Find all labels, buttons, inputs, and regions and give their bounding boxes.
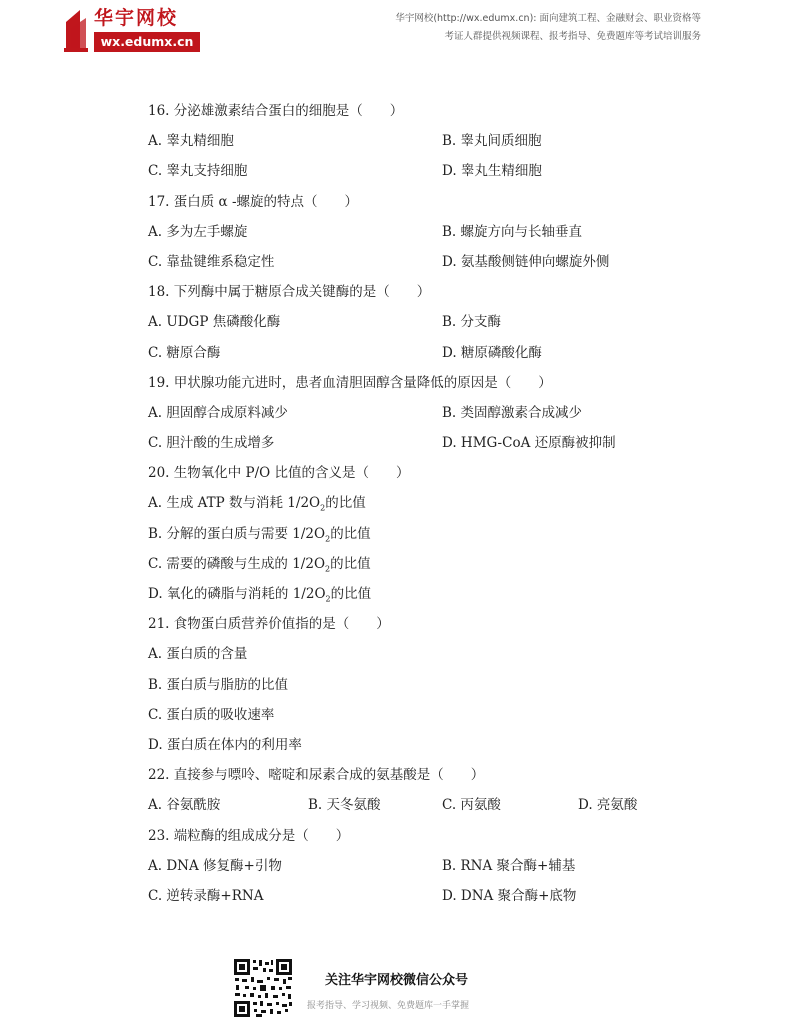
option-a: A. DNA 修复酶+引物 <box>148 857 282 874</box>
question-list <box>148 96 708 911</box>
logo-flag-icon <box>62 8 90 52</box>
option-a: A. UDGP 焦磷酸化酶 <box>148 314 281 331</box>
option-d <box>148 579 708 609</box>
option-a: A. 多为左手螺旋 <box>148 223 248 240</box>
option-a-tail: 的比值 <box>325 495 366 512</box>
option-c: C. 胆汁酸的生成增多 <box>148 435 275 452</box>
option-b: B. 蛋白质与脂肪的比值 <box>148 676 289 693</box>
brand-logo[interactable] <box>62 6 202 54</box>
option-c: C. 蛋白质的吸收速率 <box>148 706 275 723</box>
option-a: A. 蛋白质的含量 <box>148 646 248 663</box>
option-b-text: B. 分解的蛋白质与需要 1/2O <box>148 525 326 542</box>
option-a-text: A. 生成 ATP 数与消耗 1/2O <box>148 495 321 512</box>
footer-title: 关注华宇网校微信公众号 <box>325 973 469 988</box>
option-a: A. 睾丸精细胞 <box>148 133 234 150</box>
page-header <box>0 0 791 60</box>
option-b: B. 螺旋方向与长轴垂直 <box>442 223 583 240</box>
option-c <box>148 549 708 579</box>
option-b: B. 分支酶 <box>442 314 502 331</box>
option-c: C. 糖原合酶 <box>148 344 221 361</box>
question-18-options-row-2 <box>148 338 708 368</box>
option-d: D. 氨基酸侧链伸向螺旋外侧 <box>442 253 610 270</box>
question-17-options-row-2 <box>148 247 708 277</box>
option-a: A. 谷氨酰胺 <box>148 797 221 814</box>
qr-code-icon[interactable] <box>233 958 293 1018</box>
header-line-1: 华宇网校(http://wx.edumx.cn): 面向建筑工程、金融财会、职业资格等 <box>395 13 701 24</box>
page-footer <box>233 958 553 1018</box>
question-23-options-row-2 <box>148 881 708 911</box>
logo-chinese-name: 华宇网校 <box>94 7 179 29</box>
question-21-stem: 21. 食物蛋白质营养价值指的是（ ） <box>148 616 390 633</box>
subscript: 2 <box>325 534 331 544</box>
option-a <box>148 488 708 518</box>
option-d: D. 蛋白质在体内的利用率 <box>148 736 302 753</box>
option-b-tail: 的比值 <box>330 525 371 542</box>
option-d: D. HMG-CoA 还原酶被抑制 <box>442 435 616 452</box>
header-description <box>395 10 701 46</box>
option-d: D. 糖原磷酸化酶 <box>442 344 542 361</box>
logo-url: wx.edumx.cn <box>94 32 200 52</box>
question-17-options-row-1 <box>148 217 708 247</box>
option-c-tail: 的比值 <box>330 555 371 572</box>
footer-subtitle: 报考指导、学习视频、免费题库一手掌握 <box>307 1001 470 1011</box>
question-23-options-row-1 <box>148 851 708 881</box>
option-d: D. 睾丸生精细胞 <box>442 163 542 180</box>
question-19-stem: 19. 甲状腺功能亢进时，患者血清胆固醇含量降低的原因是（ ） <box>148 374 552 391</box>
option-b: B. 天冬氨酸 <box>308 797 381 814</box>
option-c: C. 丙氨酸 <box>442 797 501 814</box>
option-b <box>148 519 708 549</box>
option-c: C. 逆转录酶+RNA <box>148 887 264 904</box>
question-18-options-row-1 <box>148 307 708 337</box>
question-17-stem: 17. 蛋白质 α -螺旋的特点（ ） <box>148 193 359 210</box>
question-20-stem: 20. 生物氧化中 P/O 比值的含义是（ ） <box>148 465 410 482</box>
header-line-2: 考证人群提供视频课程、报考指导、免费题库等考试培训服务 <box>444 31 701 42</box>
option-c: C. 睾丸支持细胞 <box>148 163 248 180</box>
question-19-options-row-1 <box>148 398 708 428</box>
question-19-options-row-2 <box>148 428 708 458</box>
option-c: C. 靠盐键维系稳定性 <box>148 253 275 270</box>
question-16-stem: 16. 分泌雄激素结合蛋白的细胞是（ ） <box>148 103 404 119</box>
option-c-text: C. 需要的磷酸与生成的 1/2O <box>148 555 326 572</box>
option-d-text: D. 氧化的磷脂与消耗的 1/2O <box>148 586 326 602</box>
subscript: 2 <box>320 504 326 514</box>
option-b: B. 类固醇激素合成减少 <box>442 404 583 421</box>
question-22-stem: 22. 直接参与嘌呤、嘧啶和尿素合成的氨基酸是（ ） <box>148 767 485 784</box>
subscript: 2 <box>325 594 331 604</box>
question-16-options-row-2 <box>148 156 708 186</box>
option-d: D. 亮氨酸 <box>578 797 638 814</box>
option-d: D. DNA 聚合酶+底物 <box>442 887 577 904</box>
option-d-tail: 的比值 <box>330 586 372 602</box>
question-18-stem: 18. 下列酶中属于糖原合成关键酶的是（ ） <box>148 284 431 301</box>
option-a: A. 胆固醇合成原料减少 <box>148 404 288 421</box>
question-23-stem: 23. 端粒酶的组成成分是（ ） <box>148 827 350 844</box>
option-b: B. RNA 聚合酶+辅基 <box>442 857 576 874</box>
option-b: B. 睾丸间质细胞 <box>442 133 542 150</box>
question-16-options-row-1 <box>148 126 708 156</box>
subscript: 2 <box>325 564 331 574</box>
question-22-options-row <box>148 790 708 820</box>
